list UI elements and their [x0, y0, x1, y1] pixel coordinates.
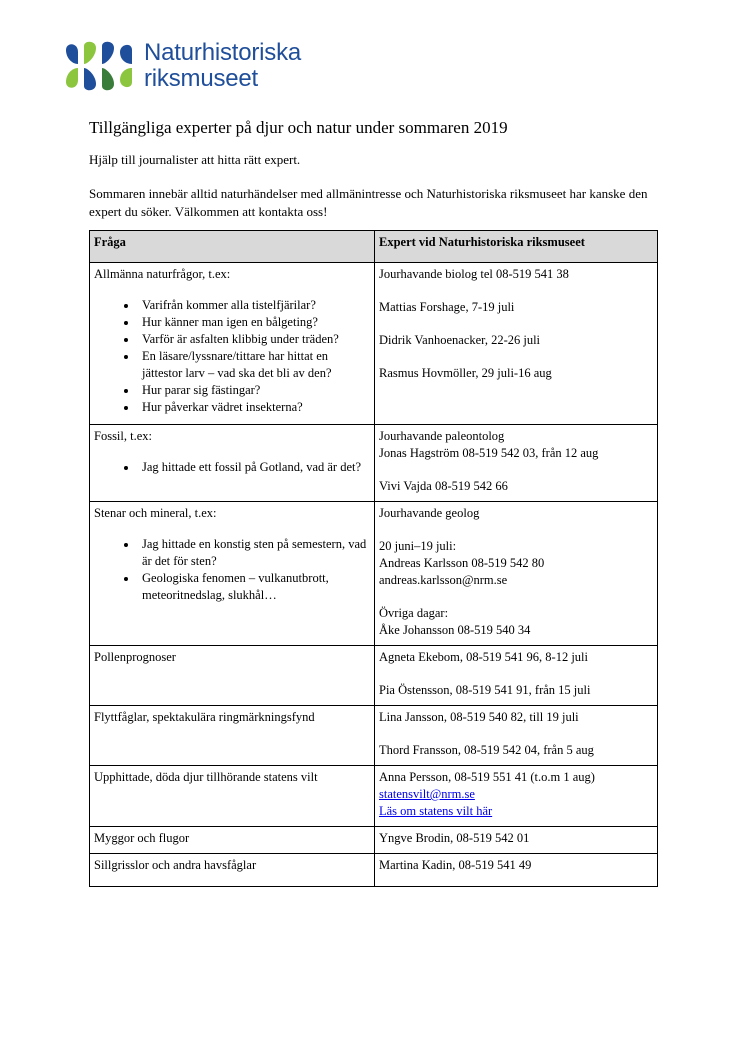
table-row [90, 766, 658, 827]
expert-line: Jourhavande paleontolog [379, 429, 505, 443]
intro-line: Hjälp till journalister att hitta rätt expert. [89, 152, 301, 167]
question-cell [90, 706, 375, 766]
museum-logo[interactable] [62, 40, 312, 92]
expert-cell [375, 646, 658, 706]
table-row [90, 854, 658, 887]
email-link[interactable]: statensvilt@nrm.se [379, 787, 475, 801]
expert-line: Andreas Karlsson 08-519 542 80 [379, 556, 545, 570]
expert-line: Didrik Vanhoenacker, 22-26 juli [379, 333, 541, 347]
question-examples [94, 297, 370, 416]
expert-line: 20 juni–19 juli: [379, 539, 457, 553]
list-item: • Hur känner man igen en bålgeting? [138, 314, 370, 331]
question-cell [90, 502, 375, 646]
experts-table [89, 230, 658, 887]
table-row [90, 646, 658, 706]
museum-logo-mark-icon [62, 40, 140, 92]
expert-line: Jourhavande biolog tel 08-519 541 38 [379, 267, 569, 281]
question-text: Allmänna naturfrågor, t.ex: [94, 267, 231, 281]
table-row [90, 425, 658, 502]
list-item: • En läsare/lyssnare/tittare har hittat en jättestor larv – vad ska det bli av den? [138, 348, 370, 382]
expert-line: Anna Persson, 08-519 551 41 (t.o.m 1 aug) [379, 770, 595, 784]
question-cell [90, 425, 375, 502]
question-cell [90, 854, 375, 887]
expert-line: Åke Johansson 08-519 540 34 [379, 623, 531, 637]
header-expert: Expert vid Naturhistoriska riksmuseet [375, 231, 658, 263]
expert-cell [375, 502, 658, 646]
table-row [90, 827, 658, 854]
expert-line: Yngve Brodin, 08-519 542 01 [379, 831, 530, 845]
question-text: Stenar och mineral, t.ex: [94, 506, 217, 520]
expert-line: andreas.karlsson@nrm.se [379, 573, 508, 587]
table-row [90, 263, 658, 425]
table-row [90, 502, 658, 646]
intro-paragraph: Sommaren innebär alltid naturhändelser med allmänintresse och Naturhistoriska riksmuseet har kanske den expert du söker. Välkommen att kontakta oss! [89, 186, 648, 219]
question-text: Fossil, t.ex: [94, 429, 152, 443]
expert-line: Jourhavande geolog [379, 506, 480, 520]
expert-cell [375, 827, 658, 854]
question-cell [90, 827, 375, 854]
question-cell [90, 766, 375, 827]
expert-line: Jonas Hagström 08-519 542 03, från 12 aug [379, 446, 599, 460]
question-text: Sillgrisslor och andra havsfåglar [94, 858, 257, 872]
expert-line: Övriga dagar: [379, 606, 449, 620]
table-header-row [90, 231, 658, 263]
expert-cell [375, 854, 658, 887]
expert-line: Martina Kadin, 08-519 541 49 [379, 858, 532, 872]
logo-line-1: Naturhistoriska [144, 39, 302, 66]
list-item: • Hur parar sig fästingar? [138, 382, 370, 399]
header-question: Fråga [90, 231, 375, 263]
list-item: • Varifrån kommer alla tistelfjärilar? [138, 297, 370, 314]
question-cell [90, 646, 375, 706]
logo-line-2: riksmuseet [144, 65, 259, 92]
expert-line: Agneta Ekebom, 08-519 541 96, 8-12 juli [379, 650, 588, 664]
statens-vilt-link[interactable]: Läs om statens vilt här [379, 804, 493, 818]
page-title: Tillgängliga experter på djur och natur under sommaren 2019 [89, 118, 508, 137]
expert-line: Lina Jansson, 08-519 540 82, till 19 juli [379, 710, 579, 724]
expert-line: Rasmus Hovmöller, 29 juli-16 aug [379, 366, 552, 380]
question-text: Myggor och flugor [94, 831, 190, 845]
expert-cell [375, 766, 658, 827]
question-text: Upphittade, döda djur tillhörande statens vilt [94, 770, 318, 784]
list-item: • Jag hittade en konstig sten på semestern, vad är det för sten? [138, 536, 370, 570]
list-item: • Hur påverkar vädret insekterna? [138, 399, 370, 416]
list-item: • Jag hittade ett fossil på Gotland, vad är det? [138, 459, 370, 476]
expert-line: Vivi Vajda 08-519 542 66 [379, 479, 508, 493]
museum-logo-text [144, 40, 301, 92]
question-examples [94, 536, 370, 604]
list-item: • Varför är asfalten klibbig under träden? [138, 331, 370, 348]
question-text: Flyttfåglar, spektakulära ringmärkningsfynd [94, 710, 315, 724]
expert-cell [375, 425, 658, 502]
question-cell [90, 263, 375, 425]
question-text: Pollenprognoser [94, 650, 176, 664]
expert-line: Thord Fransson, 08-519 542 04, från 5 aug [379, 743, 594, 757]
expert-line: Pia Östensson, 08-519 541 91, från 15 juli [379, 683, 591, 697]
question-examples [94, 459, 370, 476]
expert-line: Mattias Forshage, 7-19 juli [379, 300, 515, 314]
expert-cell [375, 263, 658, 425]
table-row [90, 706, 658, 766]
expert-cell [375, 706, 658, 766]
list-item: • Geologiska fenomen – vulkanutbrott, meteoritnedslag, slukhål… [138, 570, 370, 604]
